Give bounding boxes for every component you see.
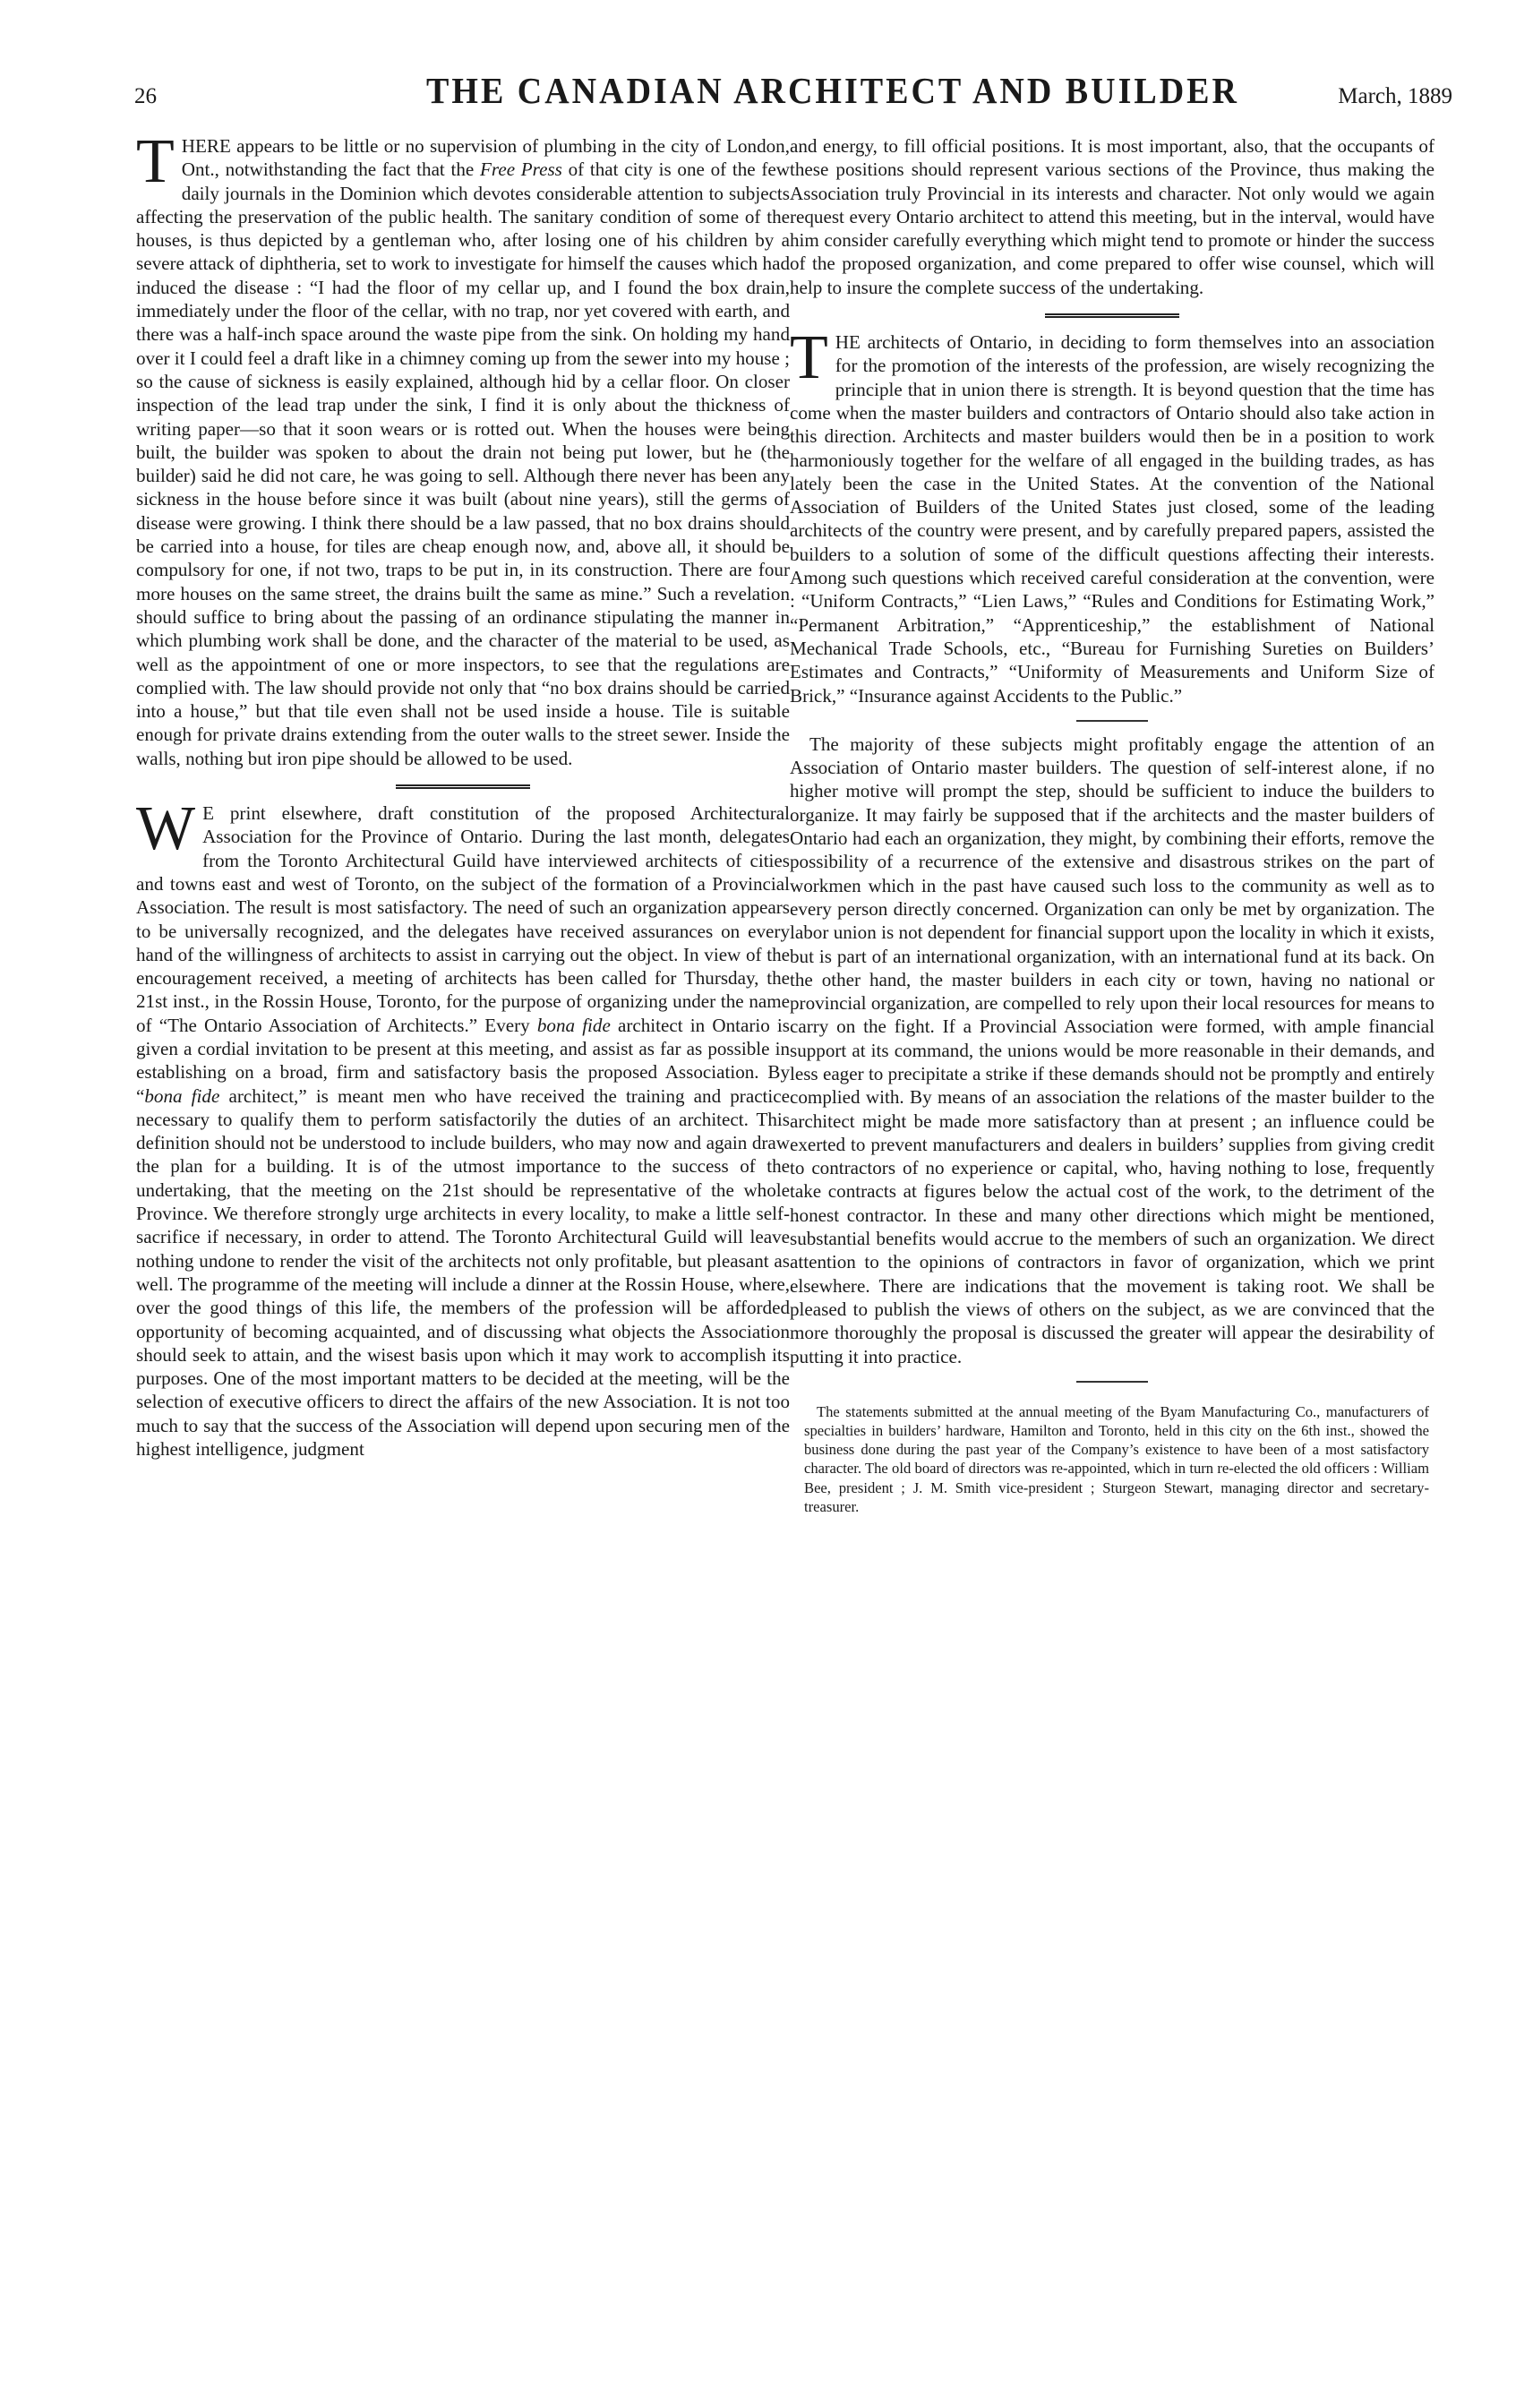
drop-cap: W <box>136 794 196 864</box>
running-header <box>134 72 1452 122</box>
newspaper-name: Free Press <box>480 159 562 181</box>
article-text: HERE appears to be little or no supervision of plumbing in the city of London, Ont., notwithstanding the fact that the <box>181 135 790 181</box>
short-divider <box>1076 1381 1148 1383</box>
italic-phrase: bona fide <box>536 1014 611 1036</box>
article-text: E print elsewhere, draft constitution of the proposed Architectural Association for the Province of Ontario. During the last month, delegates from the Toronto Architectural Guild have interviewed architects of cities and towns east and west of Toronto, on the subject of the formation of a Provincial Association. The result is most satisfactory. The need of such an organization appears to be universally recognized, and the delegates have received assurances on every hand of the willingness of architects to assist in carrying out the object. In view of the encouragement received, a meeting of architects has been called for Thursday, the 21st inst., in the Rossin House, Toronto, for the purpose of organizing under the name of “The Ontario Association of Architects.” Every <box>136 802 790 1036</box>
article-text: architect in Ontario is given a cordial invitation to be present at this meeting, and assist as far as possible in establishing on a broad, firm and satisfactory basis the proposed Association. By “ <box>136 1014 790 1107</box>
article-text: HE architects of Ontario, in deciding to form themselves into an association for the promotion of the interests of the profession, are wisely recognizing the principle that in union there is strength. It is beyond question that the time has come when the master builders and contractors of Ontario should also take action in this direction. Architects and master builders would then be in a position to work harmoniously together for the welfare of all engaged in the building trades, as has lately been the case in the United States. At the convention of the National Association of Builders of the United States just closed, some of the leading architects of the country were present, and by carefully prepared papers, assisted the builders to a solution of some of the difficult questions affecting their interests. Among such questions which received careful consideration at the convention, were : “Uniform Contracts,” “Lien Laws,” “Rules and Conditions for Estimating Work,” “Permanent Arbitration,” “Apprenticeship,” the establishment of National Mechanical Trade Schools, etc., “Bureau for Furnishing Sureties on Builders’ Estimates and Contracts,” “Uniformity of Measurements and Uniform Size of Brick,” “Insurance against Accidents to the Public.” <box>790 331 1435 707</box>
short-divider <box>1076 720 1148 722</box>
news-note <box>790 1402 1435 1516</box>
note-text: The statements submitted at the annual meeting of the Byam Manufacturing Co., manufacturers of specialties in builders’ hardware, Hamilton and Toronto, held in this city on the 6th inst., showed the business done during the past year of the Company’s existence to have been of a most satisfactory character. The old board of directors was re-appointed, which in turn re-elected the old officers : William Bee, president ; J. M. Smith vice-president ; Sturgeon Stewart, managing director and secretary-treasurer. <box>804 1402 1429 1515</box>
drop-cap: T <box>136 127 175 196</box>
continued-text: and energy, to fill official positions. It is most important, also, that the occupants of these positions should represent various sections of the Province, thus making the Association truly Provincial in its interests and character. Not only would we again request every Ontario architect to attend this meeting, but in the interval, would have him consider carefully everything which might tend to promote or hinder the success of the proposed organization, and come prepared to offer wise counsel, which will help to insure the complete success of the undertaking. <box>790 135 1435 298</box>
article-plumbing <box>136 127 790 770</box>
article-text: of that city is one of the few daily journals in the Dominion which devotes considerable attention to subjects affecting the preservation of the public health. The sanitary condition of some of the houses, is thus depicted by a gentleman who, after losing one of his children by a severe attack of diphtheria, set to work to investigate for himself the causes which had induced the disease : “I had the floor of my cellar up, and I found the box drain, immediately under the floor of the cellar, with no trap, nor yet covered with earth, and there was a half-inch space around the waste pipe from the sink. On holding my hand over it I could feel a draft like in a chimney coming up from the sewer into my house ; so the cause of sickness is easily explained, although hid by a cellar floor. On closer inspection of the lead trap under the sink, I find it is only about the thickness of writing paper—so that it soon wears or is rotted out. When the houses were being built, the builder was spoken to about the drain not being put lower, but he (the builder) said he did not care, he was going to sell. Although there never has been any sickness in the house before since it was built (about nine years), still the germs of disease were growing. I think there should be a law passed, that no box drains should be carried into a house, for tiles are cheap enough now, and, above all, it should be compulsory for one, if not two, traps to be put in, in its construction. There are four more houses on the same street, the drains built the same as mine.” Such a revelation should suffice to bring about the passing of an ordinance stipulating the manner in which plumbing work shall be done, and the character of the material to be used, as well as the appointment of one or more inspectors, to see that the regulations are complied with. The law should provide not only that “no box drains should be carried into a house,” but that tile even shall not be used inside a house. Tile is suitable enough for private drains extending from the outer walls to the street sewer. Inside the walls, nothing but iron pipe should be allowed to be used. <box>136 159 790 769</box>
masthead-title: THE CANADIAN ARCHITECT AND BUILDER <box>426 71 1239 112</box>
article-builders <box>790 323 1435 1368</box>
issue-date: March, 1889 <box>1338 84 1452 108</box>
left-column <box>136 127 791 1461</box>
article-association <box>136 794 791 1461</box>
article-text: architect,” is meant men who have received the training and practice necessary to qualify them to perform satisfactorily the duties of an architect. This definition should not be understood to include builders, who may now and again draw the plan for a building. It is of the utmost importance to the success of the undertaking, that the meeting on the 21st should be representative of the whole Province. We therefore strongly urge architects in every locality, to make a little self-sacrifice if necessary, in order to attend. The Toronto Architectural Guild will leave nothing undone to render the visit of the architects not only profitable, but pleasant as well. The programme of the meeting will include a dinner at the Rossin House, where, over the good things of this life, the members of the profession will be afforded opportunity of becoming acquainted, and of discussing what objects the Association should seek to attain, and the wisest basis upon which it may work to accomplish its purposes. One of the most important matters to be decided at the meeting, will be the selection of executive officers to direct the affairs of the new Association. It is not too much to say that the success of the Association will depend upon securing men of the highest intelligence, judgment <box>136 1084 791 1461</box>
article-paragraph: The majority of these subjects might profitably engage the attention of an Association of Ontario master builders. The question of self-interest alone, if no higher motive will prompt the step, should be sufficient to induce the builders to organize. It may fairly be supposed that if the architects and the master builders of Ontario had each an organization, they might, by combining their efforts, remove the possibility of a recurrence of the extensive and disastrous strikes on the part of workmen which in the past have caused such loss to the community as well as to every person directly concerned. Organization can only be met by organization. The labor union is not dependent for financial support upon the locality in which it exists, but is part of an international organization, with an international fund at its back. On the other hand, the master builders in each city or town, having no national or provincial organization, are compelled to rely upon their local resources for means to carry on the fight. If a Provincial Association were formed, with ample financial support at its command, the unions would be more reasonable in their demands, and less eager to precipitate a strike if these demands should not be promptly and entirely complied with. By means of an association the relations of the master builder to the architect might be made more satisfactory than at present ; an influence could be exerted to prevent manufacturers and dealers in builders’ supplies from giving credit to contractors of no experience or capital, who, having nothing to lose, frequently take contracts at figures below the actual cost of the work, to the detriment of the honest contractor. In these and many other directions which might be mentioned, substantial benefits would accrue to the members of such an organization. We direct attention to the opinions of contractors in favor of organization, which we print elsewhere. There are indications that the movement is taking root. We shall be pleased to publish the views of others on the subject, as we are convinced that the more thoroughly the proposal is discussed the greater will appear the desirability of putting it into practice. <box>790 733 1435 1367</box>
italic-phrase: bona fide <box>144 1084 220 1107</box>
page-number: 26 <box>134 84 157 108</box>
right-column <box>790 134 1435 1516</box>
drop-cap: T <box>790 323 828 393</box>
section-divider <box>396 784 530 789</box>
section-divider <box>1045 313 1179 318</box>
